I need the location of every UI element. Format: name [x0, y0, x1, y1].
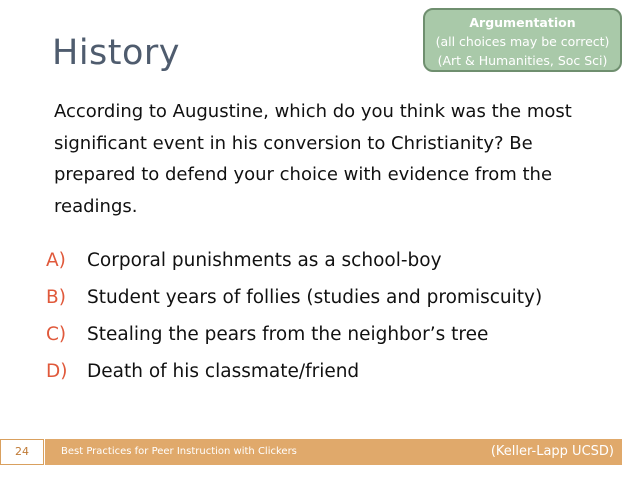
tag-category: Argumentation [469, 15, 576, 30]
slide-footer [0, 439, 638, 465]
page-number: 24 [0, 439, 44, 465]
choice-text: Stealing the pears from the neighbor’s tree [87, 324, 489, 345]
tag-discipline: (Art & Humanities, Soc Sci) [437, 53, 608, 68]
choice-c [46, 324, 542, 361]
choice-letter: D) [46, 361, 68, 382]
answer-choices [46, 250, 542, 398]
choice-b [46, 287, 542, 324]
category-tag [423, 8, 622, 72]
choice-d [46, 361, 542, 398]
choice-text: Death of his classmate/friend [87, 361, 360, 382]
tag-note: (all choices may be correct) [435, 34, 610, 49]
choice-letter: A) [46, 250, 66, 271]
footer-credit: (Keller-Lapp UCSD) [490, 444, 614, 459]
slide-title: History [52, 33, 181, 73]
course-name: Best Practices for Peer Instruction with Clickers [61, 446, 297, 457]
choice-text: Corporal punishments as a school-boy [87, 250, 442, 271]
choice-a [46, 250, 542, 287]
choice-text: Student years of follies (studies and promiscuity) [87, 287, 543, 308]
choice-letter: C) [46, 324, 67, 345]
question-text: According to Augustine, which do you think was the most significant event in his conversion to Christianity? Be prepared to defend your choice with evidence from the readings. [54, 101, 572, 217]
choice-letter: B) [46, 287, 66, 308]
